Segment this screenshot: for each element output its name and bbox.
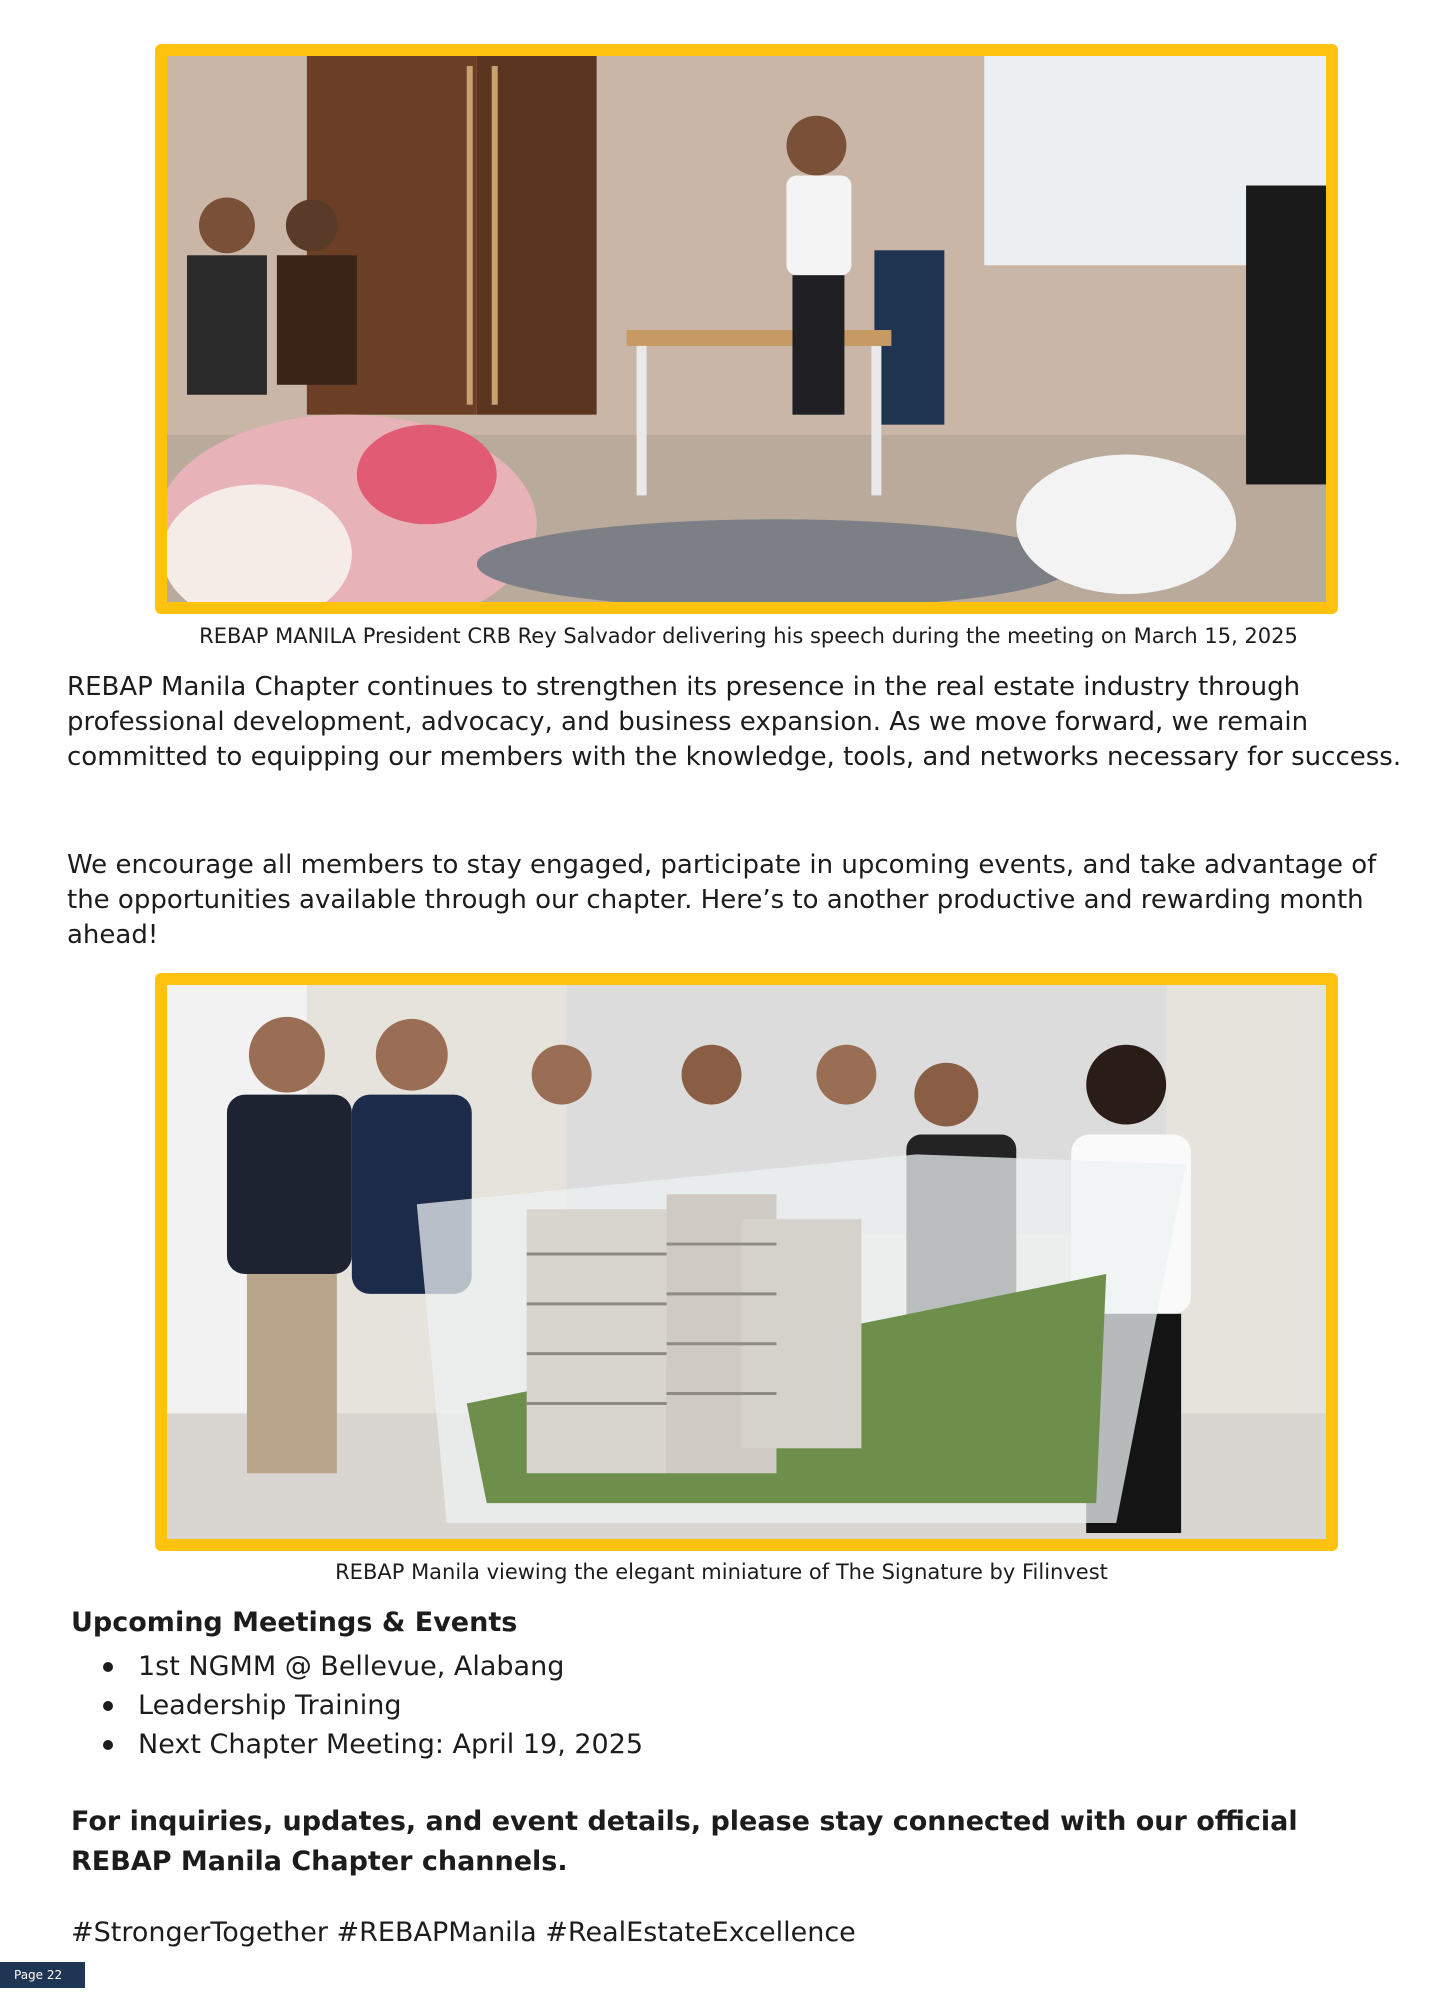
intro-paragraph: REBAP Manila Chapter continues to strengthen its presence in the real estate industry through professional development, advocacy, and business expansion. As we move forward, we remain committed to equipping our members with the knowledge, tools, and networks necessary for success. (67, 672, 1402, 772)
events-list (71, 1647, 643, 1764)
events-heading: Upcoming Meetings & Events (71, 1607, 518, 1638)
bullet-icon (103, 1740, 113, 1750)
page-number-badge: Page 22 (0, 1962, 85, 1988)
hashtags: #StrongerTogether #REBAPManila #RealEstateExcellence (71, 1917, 856, 1948)
bullet-icon (103, 1701, 113, 1711)
event-label: 1st NGMM @ Bellevue, Alabang (138, 1651, 565, 1682)
list-item (71, 1725, 643, 1764)
second-photo-caption: REBAP Manila viewing the elegant miniature of The Signature by Filinvest (335, 1560, 1108, 1584)
event-label: Leadership Training (138, 1690, 402, 1721)
list-item (71, 1686, 643, 1725)
bullet-icon (103, 1662, 113, 1672)
meeting-speech-photo (155, 44, 1338, 614)
inquiries-note: For inquiries, updates, and event details, please stay connected with our official REBAP Manila Chapter channels. (71, 1806, 1298, 1877)
encouragement-paragraph: We encourage all members to stay engaged, participate in upcoming events, and take advantage of the opportunities available through our chapter. Here’s to another productive and rewarding month ahead! (67, 850, 1377, 950)
miniature-viewing-image (167, 985, 1326, 1539)
miniature-viewing-photo (155, 973, 1338, 1551)
first-photo-caption: REBAP MANILA President CRB Rey Salvador delivering his speech during the meeting on March 15, 2025 (199, 624, 1298, 648)
event-label: Next Chapter Meeting: April 19, 2025 (138, 1729, 644, 1760)
meeting-speech-image (167, 56, 1326, 602)
list-item (71, 1647, 643, 1686)
